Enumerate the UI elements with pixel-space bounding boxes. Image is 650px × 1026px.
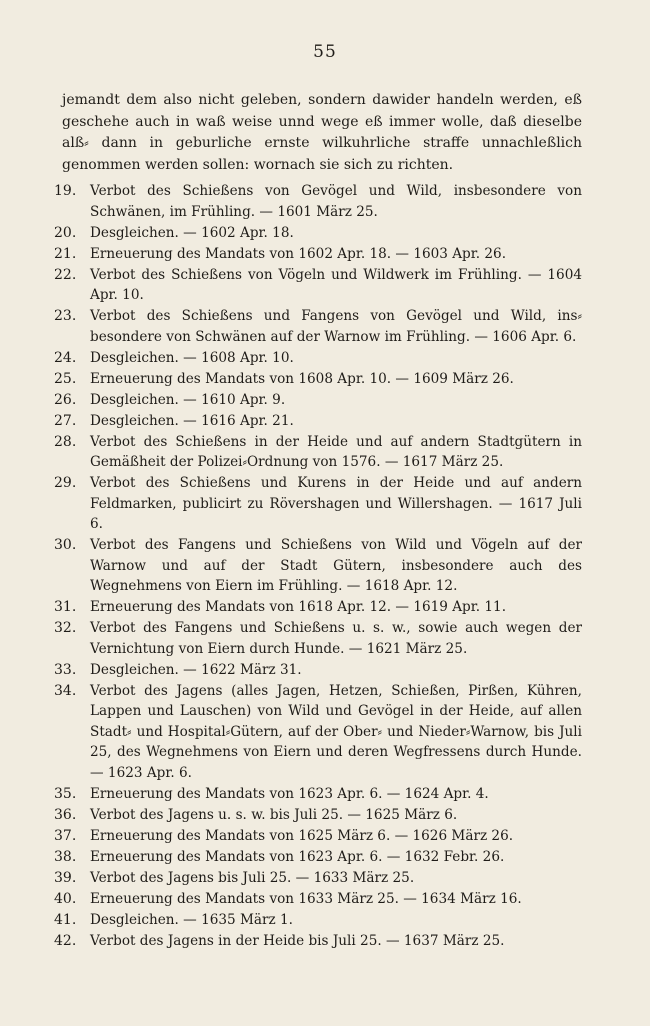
- entry-text: Erneuerung des Mandats von 1625 März 6. — 1626 März 26.: [90, 827, 514, 844]
- entry-number: 32.: [54, 620, 77, 636]
- entry-text: Desgleichen. — 1622 März 31.: [90, 661, 302, 678]
- list-item: [0, 535, 582, 597]
- entry-text: Desgleichen. — 1608 Apr. 10.: [90, 349, 294, 366]
- entry-number: 37.: [54, 827, 77, 844]
- list-item: [0, 681, 582, 784]
- list-item: [0, 931, 582, 952]
- list-item: [0, 473, 582, 535]
- entry-number: 35.: [54, 785, 77, 802]
- list-item: [0, 868, 582, 889]
- entry-text: Verbot des Jagens (alles Jagen, Hetzen, Schießen, Pirßen, Kühren, Lappen und Lauschen) von Wild und Gevögel in der Heide, auf allen Stadt⸗ und Hospital⸗Gütern, auf der Ober⸗ und Nieder⸗Warnow, bis Juli 25, des Wegnehmens von Eiern und deren Wegfressens durch Hunde. — 1623 Apr. 6.: [90, 682, 582, 781]
- entry-text: Desgleichen. — 1602 Apr. 18.: [90, 224, 294, 241]
- entry-number: 21.: [54, 245, 77, 262]
- entry-text: Verbot des Fangens und Schießens u. s. w., sowie auch wegen der Vernichtung von Eiern durch Hunde. — 1621 März 25.: [90, 620, 582, 657]
- entry-text: Verbot des Schießens in der Heide und auf andern Stadtgütern in Gemäßheit der Polizei⸗Ordnung von 1576. — 1617 März 25.: [90, 433, 582, 470]
- list-item: [0, 181, 582, 222]
- entry-number: 39.: [54, 869, 77, 886]
- entry-number: 34.: [54, 682, 77, 699]
- entry-text: Verbot des Schießens von Gevögel und Wild, insbesondere von Schwänen, im Frühling. — 1601 März 25.: [90, 183, 582, 220]
- entry-number: 22.: [54, 266, 77, 283]
- list-item: [0, 910, 582, 931]
- list-item: [0, 411, 582, 432]
- entry-number: 25.: [54, 370, 77, 387]
- entry-number: 36.: [54, 806, 77, 823]
- list-item: [0, 805, 582, 826]
- entry-text: Erneuerung des Mandats von 1618 Apr. 12. — 1619 Apr. 11.: [90, 599, 507, 615]
- entry-text: Verbot des Schießens und Fangens von Gevögel und Wild, ins⸗ besondere von Schwänen auf der Warnow im Frühling. — 1606 Apr. 6.: [90, 308, 582, 345]
- entry-number: 42.: [54, 932, 77, 949]
- entry-number: 31.: [54, 599, 77, 615]
- list-item: [0, 390, 582, 411]
- entry-text: Desgleichen. — 1616 Apr. 21.: [90, 412, 294, 429]
- list-item: [0, 784, 582, 805]
- entry-text: Erneuerung des Mandats von 1602 Apr. 18. — 1603 Apr. 26.: [90, 245, 507, 262]
- entry-number: 30.: [54, 537, 77, 553]
- list-item: [0, 369, 582, 390]
- entry-number: 33.: [54, 661, 77, 678]
- page-number: 55: [313, 42, 337, 62]
- entry-text: Erneuerung des Mandats von 1623 Apr. 6. — 1624 Apr. 4.: [90, 785, 489, 802]
- entry-number: 19.: [54, 183, 77, 199]
- list-item: [0, 244, 582, 265]
- list-item: [0, 826, 582, 847]
- entry-text: Verbot des Jagens bis Juli 25. — 1633 März 25.: [90, 869, 415, 886]
- list-item: [0, 265, 582, 306]
- entry-text: Erneuerung des Mandats von 1633 März 25. — 1634 März 16.: [90, 890, 522, 907]
- entry-number: 29.: [54, 475, 77, 491]
- entry-text: Desgleichen. — 1610 Apr. 9.: [90, 391, 286, 408]
- entry-number: 27.: [54, 412, 77, 429]
- list-item: [0, 889, 582, 910]
- entry-number: 40.: [54, 890, 77, 907]
- entry-number: 26.: [54, 391, 77, 408]
- list-item: [0, 432, 582, 473]
- entry-number: 24.: [54, 349, 77, 366]
- entry-text: Verbot des Fangens und Schießens von Wild und Vögeln auf der Warnow und auf der Stadt Gütern, insbesondere auch des Wegnehmens von Eiern im Frühling. — 1618 Apr. 12.: [90, 537, 582, 594]
- entry-number: 28.: [54, 433, 77, 450]
- entry-text: Verbot des Schießens und Kurens in der Heide und auf andern Feldmarken, publicirt zu Rövershagen und Willershagen. — 1617 Juli 6.: [90, 475, 582, 532]
- list-item: [0, 660, 582, 681]
- entry-text: Verbot des Schießens von Vögeln und Wildwerk im Frühling. — 1604 Apr. 10.: [90, 266, 582, 303]
- list-item: [0, 348, 582, 369]
- entry-text: Verbot des Jagens in der Heide bis Juli 25. — 1637 März 25.: [90, 932, 505, 949]
- list-item: [0, 306, 582, 347]
- entry-list: [0, 181, 650, 952]
- entry-text: Verbot des Jagens u. s. w. bis Juli 25. — 1625 März 6.: [90, 806, 458, 823]
- list-item: [0, 597, 582, 618]
- list-item: [0, 618, 582, 659]
- entry-number: 41.: [54, 911, 77, 928]
- entry-number: 38.: [54, 848, 77, 865]
- list-item: [0, 223, 582, 244]
- entry-text: Erneuerung des Mandats von 1623 Apr. 6. — 1632 Febr. 26.: [90, 848, 505, 865]
- entry-text: Desgleichen. — 1635 März 1.: [90, 911, 293, 928]
- entry-number: 20.: [54, 224, 77, 241]
- entry-number: 23.: [54, 308, 77, 324]
- entry-text: Erneuerung des Mandats von 1608 Apr. 10. — 1609 März 26.: [90, 370, 514, 387]
- intro-paragraph: jemandt dem also nicht geleben, sondern dawider handeln werden, eß geschehe auch in waß weise unnd wege eß immer wolle, daß dieselbe alß⸗ dann in geburliche ernste wilkuhrliche straffe unnachleßlich genommen werden sollen: wornach sie sich zu richten.: [62, 92, 582, 173]
- list-item: [0, 847, 582, 868]
